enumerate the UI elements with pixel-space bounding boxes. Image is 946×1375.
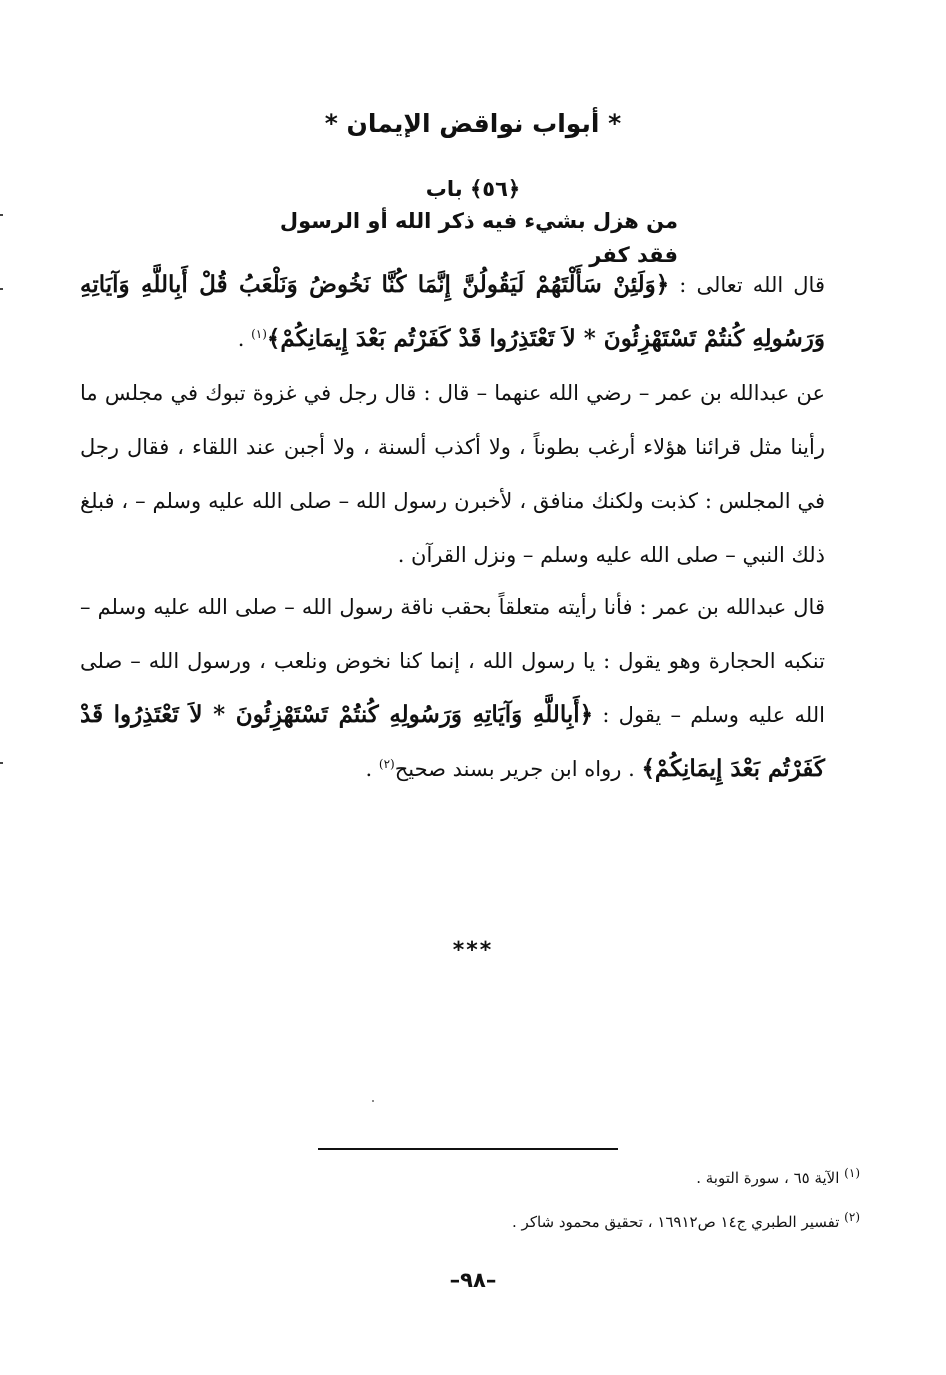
paragraph-3-text: قال عبدالله بن عمر : فأنا رأيته متعلقاً بحقب ناقة رسول الله – صلى الله عليه وسلم – تنكبه الحجارة وهو يقول : يا رسول الله ، إنما كنا نخوض ونلعب ، ورسول الله – صلى الله عليه وسلم – يقول : — [80, 595, 825, 727]
footnote-divider — [318, 1148, 618, 1150]
footnote-ref-1: (١) — [251, 327, 267, 341]
footnote-text: الآية ٦٥ ، سورة التوبة . — [696, 1169, 845, 1187]
footnote-1 — [300, 1156, 860, 1200]
footnote-marker: (٢) — [844, 1210, 860, 1224]
scan-speck — [372, 1100, 374, 1102]
chapter-number: ﴿٥٦﴾ باب — [425, 177, 521, 201]
paragraph-3 — [80, 580, 825, 796]
footnote-2 — [300, 1200, 860, 1244]
paragraph-1-end: . — [237, 327, 252, 351]
footnote-text: تفسير الطبري ج١٤ ص١٦٩١٢ ، تحقيق محمود شاكر . — [512, 1213, 845, 1231]
paragraph-3-narration: . رواه ابن جرير بسند صحيح — [394, 757, 642, 781]
margin-mark — [0, 214, 3, 216]
paragraph-1-intro: قال الله تعالى : — [669, 273, 825, 297]
footnote-ref-2: (٢) — [378, 757, 395, 771]
margin-mark — [0, 762, 3, 764]
footnotes — [300, 1156, 860, 1244]
quran-verse-2: ﴿أَبِاللَّهِ وَآيَاتِهِ وَرَسُولِهِ كُنتُمْ تَسْتَهْزِئُونَ * لاَ تَعْتَذِرُوا قَدْ كَفَرْتُم بَعْدَ إِيمَانِكُمْ﴾ — [80, 701, 825, 782]
paragraph-2: عن عبدالله بن عمر – رضي الله عنهما – قال : قال رجل في غزوة تبوك في مجلس ما رأينا مثل قرائنا هؤلاء أرغب بطوناً ، ولا أكذب ألسنة ، ولا أجبن عند اللقاء ، فقال رجل في المجلس : كذبت ولكنك منافق ، لأخبرن رسول الله – صلى الله عليه وسلم – ، فبلغ ذلك النبي – صلى الله عليه وسلم – ونزل القرآن . — [80, 381, 825, 567]
chapter-title: من هزل بشيء فيه ذكر الله أو الرسول فقد كفر — [279, 209, 678, 267]
paragraph-3-end: . — [365, 757, 379, 781]
quran-verse-1: ﴿وَلَئِنْ سَأَلْتَهُمْ لَيَقُولُنَّ إِنَّمَا كُنَّا نَخُوضُ وَنَلْعَبُ قُلْ أَبِاللَّهِ وَآيَاتِهِ وَرَسُولِهِ كُنتُمْ تَسْتَهْزِئُونَ * لاَ تَعْتَذِرُوا قَدْ كَفَرْتُم بَعْدَ إِيمَانِكُمْ﴾ — [80, 271, 825, 352]
section-title: * أبواب نواقض الإيمان * — [324, 109, 622, 138]
page-number: –٩٨– — [449, 1268, 497, 1292]
section-separator: *** — [452, 938, 494, 963]
footnote-marker: (١) — [844, 1166, 860, 1180]
margin-mark — [0, 288, 3, 290]
paragraph-1 — [80, 258, 825, 366]
